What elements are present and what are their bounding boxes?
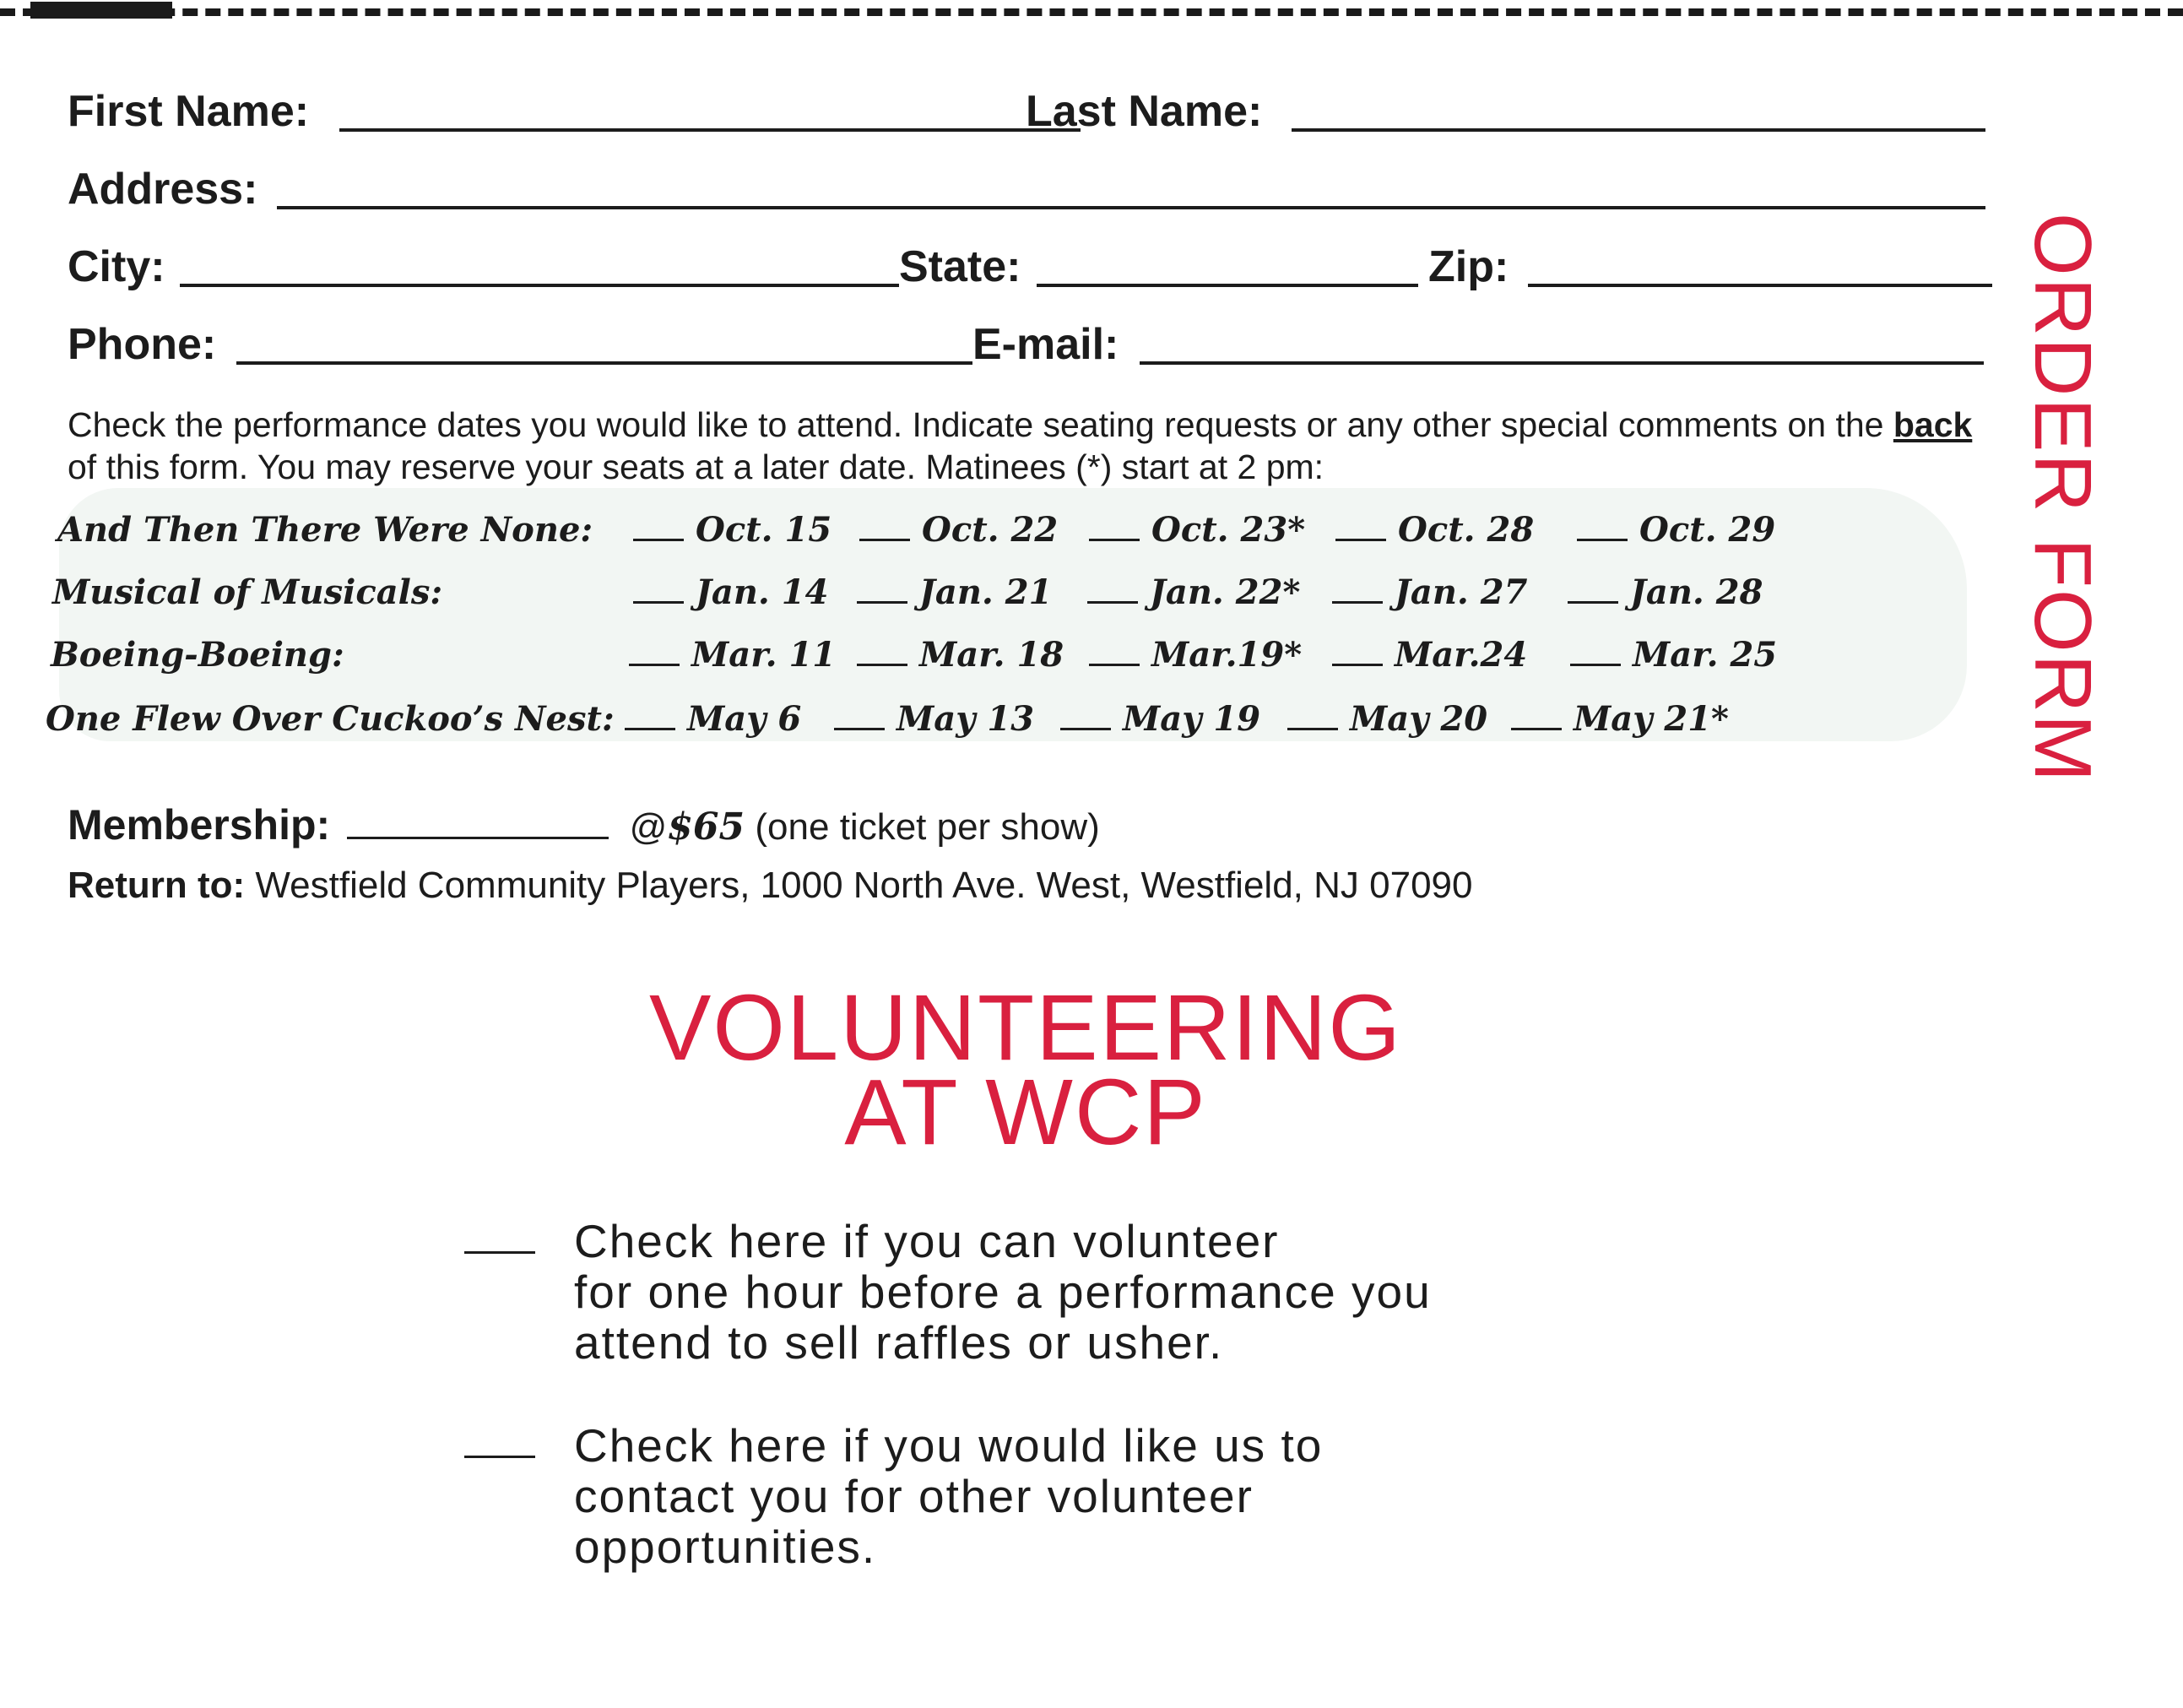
- return-to: [68, 865, 1472, 907]
- cut-line-start: [30, 2, 172, 19]
- last-name-label: Last Name:: [1026, 87, 1263, 136]
- date-option[interactable]: Mar. 18: [857, 638, 1064, 672]
- volunteer-option-text: Check here if you would like us to contact you for other volunteer opportunities.: [574, 1419, 1324, 1573]
- address-label: Address:: [68, 165, 258, 214]
- city-state-zip-row: [68, 233, 2031, 292]
- email-label: E-mail:: [972, 320, 1119, 369]
- date-option[interactable]: Jan. 27: [1332, 576, 1527, 610]
- date-option[interactable]: Jan. 22*: [1087, 576, 1300, 610]
- phone-field[interactable]: [236, 361, 972, 365]
- show-name: Musical of Musicals:: [52, 572, 443, 612]
- volunteer-checkbox-blank[interactable]: [464, 1456, 535, 1458]
- show-name: Boeing-Boeing:: [51, 635, 344, 675]
- date-option[interactable]: Mar. 11: [629, 638, 836, 672]
- volunteering-title-line-2: AT WCP: [844, 1060, 1207, 1164]
- date-option[interactable]: Oct. 23*: [1089, 513, 1305, 547]
- email-field[interactable]: [1140, 361, 1984, 365]
- cut-line: [0, 8, 2183, 16]
- date-option[interactable]: May 21*: [1511, 702, 1729, 736]
- membership-at: @: [629, 806, 668, 848]
- state-label: State:: [899, 242, 1021, 291]
- city-label: City:: [68, 242, 165, 291]
- instructions-text-2: of this form. You may reserve your seats at a later date. Matinees (*) start at 2 pm:: [68, 447, 1324, 486]
- back-link: back: [1893, 405, 1973, 444]
- date-option[interactable]: Oct. 28: [1335, 513, 1534, 547]
- phone-label: Phone:: [68, 320, 217, 369]
- order-form-side-label: ORDER FORM: [2018, 213, 2108, 784]
- date-option[interactable]: Oct. 29: [1577, 513, 1775, 547]
- date-option[interactable]: Oct. 15: [633, 513, 831, 547]
- volunteer-option-text: Check here if you can volunteer for one hour before a performance you attend to sell raffles or usher.: [574, 1215, 1432, 1369]
- volunteering-title: [540, 976, 1511, 1164]
- instructions: [68, 404, 2009, 488]
- city-field[interactable]: [180, 284, 899, 287]
- state-field[interactable]: [1037, 284, 1418, 287]
- date-option[interactable]: Jan. 28: [1568, 576, 1763, 610]
- return-to-label: Return to:: [68, 865, 246, 906]
- address-field[interactable]: [277, 206, 1985, 209]
- first-name-field[interactable]: [339, 128, 1081, 132]
- date-option[interactable]: May 6: [625, 702, 801, 736]
- membership-note: (one ticket per show): [755, 806, 1100, 848]
- return-to-address: Westfield Community Players, 1000 North Ave. West, Westfield, NJ 07090: [255, 865, 1473, 906]
- zip-label: Zip:: [1428, 242, 1509, 291]
- date-option[interactable]: Oct. 22: [859, 513, 1058, 547]
- membership-quantity-field[interactable]: [347, 833, 609, 839]
- membership-row: [68, 800, 1100, 849]
- date-option[interactable]: May 13: [834, 702, 1034, 736]
- membership-label: Membership:: [68, 801, 331, 849]
- address-row: [68, 155, 2031, 214]
- volunteering-title-line-1: VOLUNTEERING: [649, 976, 1402, 1080]
- date-option[interactable]: Jan. 21: [857, 576, 1052, 610]
- instructions-text: Check the performance dates you would like to attend. Indicate seating requests or any other special comments on the: [68, 405, 1893, 444]
- last-name-field[interactable]: [1292, 128, 1985, 132]
- first-name-label: First Name:: [68, 87, 310, 136]
- date-option[interactable]: Mar.19*: [1089, 638, 1302, 672]
- date-option[interactable]: Jan. 14: [633, 576, 828, 610]
- show-name: And Then There Were None:: [57, 510, 593, 550]
- volunteer-checkbox-blank[interactable]: [464, 1251, 535, 1254]
- date-option[interactable]: Mar.24: [1332, 638, 1527, 672]
- date-option[interactable]: May 19: [1060, 702, 1260, 736]
- show-name: One Flew Over Cuckoo’s Nest:: [46, 699, 615, 739]
- date-option[interactable]: May 20: [1287, 702, 1487, 736]
- name-row: [68, 78, 2031, 137]
- phone-email-row: [68, 311, 2031, 370]
- membership-price: $65: [667, 805, 745, 849]
- zip-field[interactable]: [1528, 284, 1992, 287]
- date-option[interactable]: Mar. 25: [1570, 638, 1777, 672]
